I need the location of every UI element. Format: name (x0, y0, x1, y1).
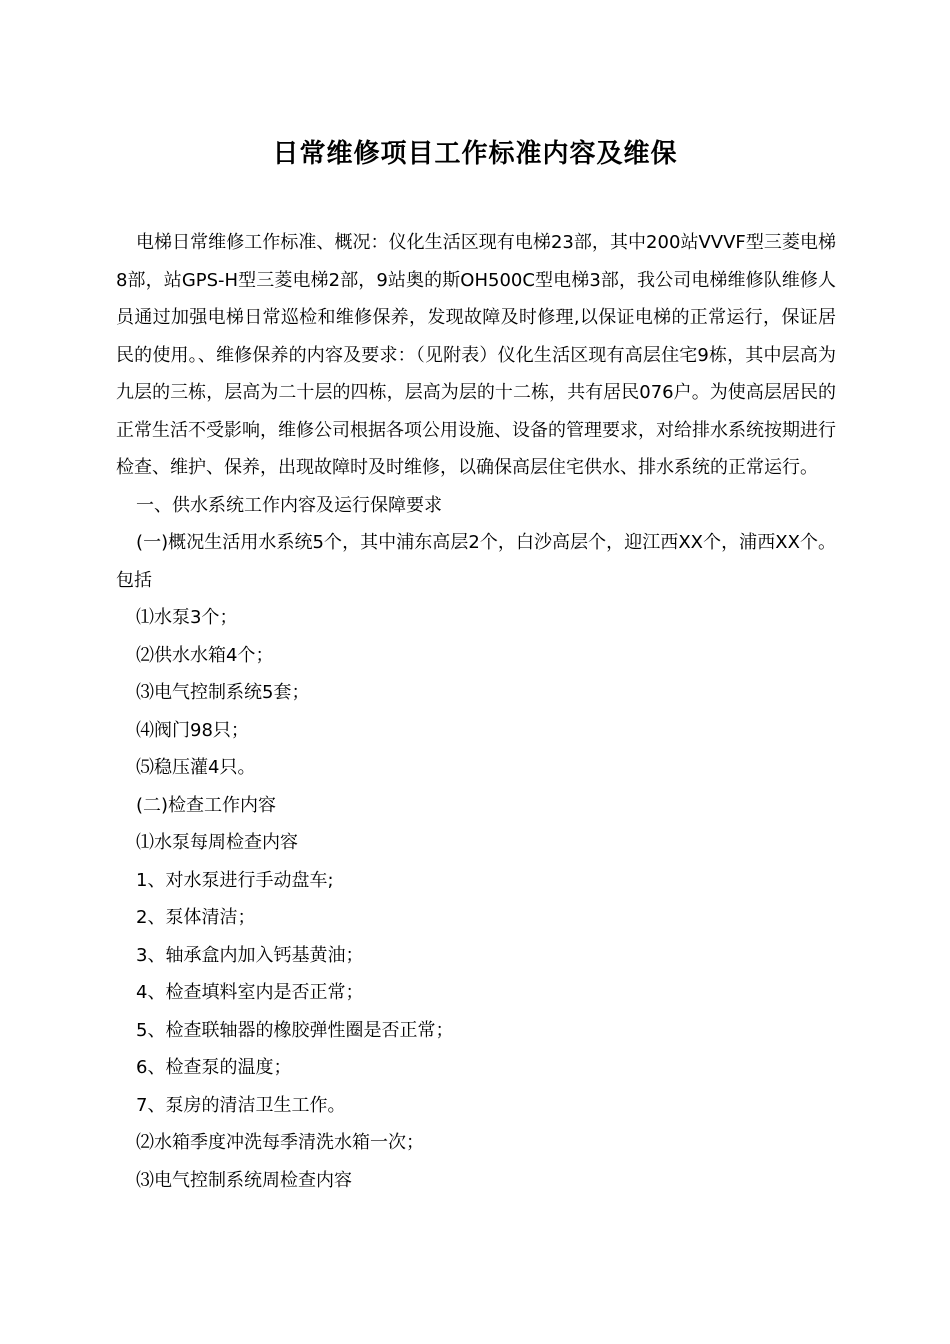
subsection-heading: (二)检查工作内容 (136, 794, 277, 816)
list-item: ⑷阀门98只； (136, 719, 249, 741)
list-item: ⑵供水水箱4个； (136, 644, 274, 666)
list-item: 5、检查联轴器的橡胶弹性圈是否正常； (136, 1019, 454, 1041)
list-item: 6、检查泵的温度； (136, 1057, 292, 1078)
list-item: 2、泵体清洁； (136, 907, 256, 928)
list-item: 4、检查填料室内是否正常； (136, 982, 364, 1003)
list-item: ⑶电气控制系统5套； (136, 682, 310, 703)
list-item: ⑸稳压灌4只。 (136, 757, 256, 778)
document-title: 日常维修项目工作标准内容及维保 (272, 139, 678, 169)
section-heading: 一、供水系统工作内容及运行保障要求 (136, 494, 442, 516)
intro-paragraph: 电梯日常维修工作标准、概况：仪化生活区现有电梯23部，其中200站VVVF型三菱电梯8部，站GPS-H型三菱电梯2部，9站奥的斯OH500C型电梯3部，我公司电梯维修队维修人员通过加强电梯日常巡检和维修保养，发现故障及时修理,以保证电梯的正常运行，保证居民的使用。、维修保养的内容及要求：（见附表）仪化生活区现有高层住宅9栋，其中层高为九层的三栋，层高为二十层的四栋，层高为层的十二栋，共有居民076户。为使高层居民的正常生活不受影响，维修公司根据各项公用设施、设备的管理要求，对给排水系统按期进行检查、维护、保养，出现故障时及时维修，以确保高层住宅供水、排水系统的正常运行。 (116, 232, 836, 478)
list-item: 1、对水泵进行手动盘车; (136, 869, 334, 891)
list-heading: ⑴水泵每周检查内容 (136, 832, 298, 853)
subsection-paragraph: (一)概况生活用水系统5个，其中浦东高层2个，白沙高层个，迎江西XX个，浦西XX个。包括 (116, 532, 836, 591)
document-body (116, 224, 836, 1199)
list-item: ⑶电气控制系统周检查内容 (136, 1169, 352, 1191)
list-item: ⑵水箱季度冲洗每季清洗水箱一次； (136, 1132, 424, 1153)
list-item: 3、轴承盒内加入钙基黄油； (136, 944, 364, 966)
list-item: 7、泵房的清洁卫生工作。 (136, 1094, 346, 1116)
list-item: ⑴水泵3个； (136, 607, 238, 628)
